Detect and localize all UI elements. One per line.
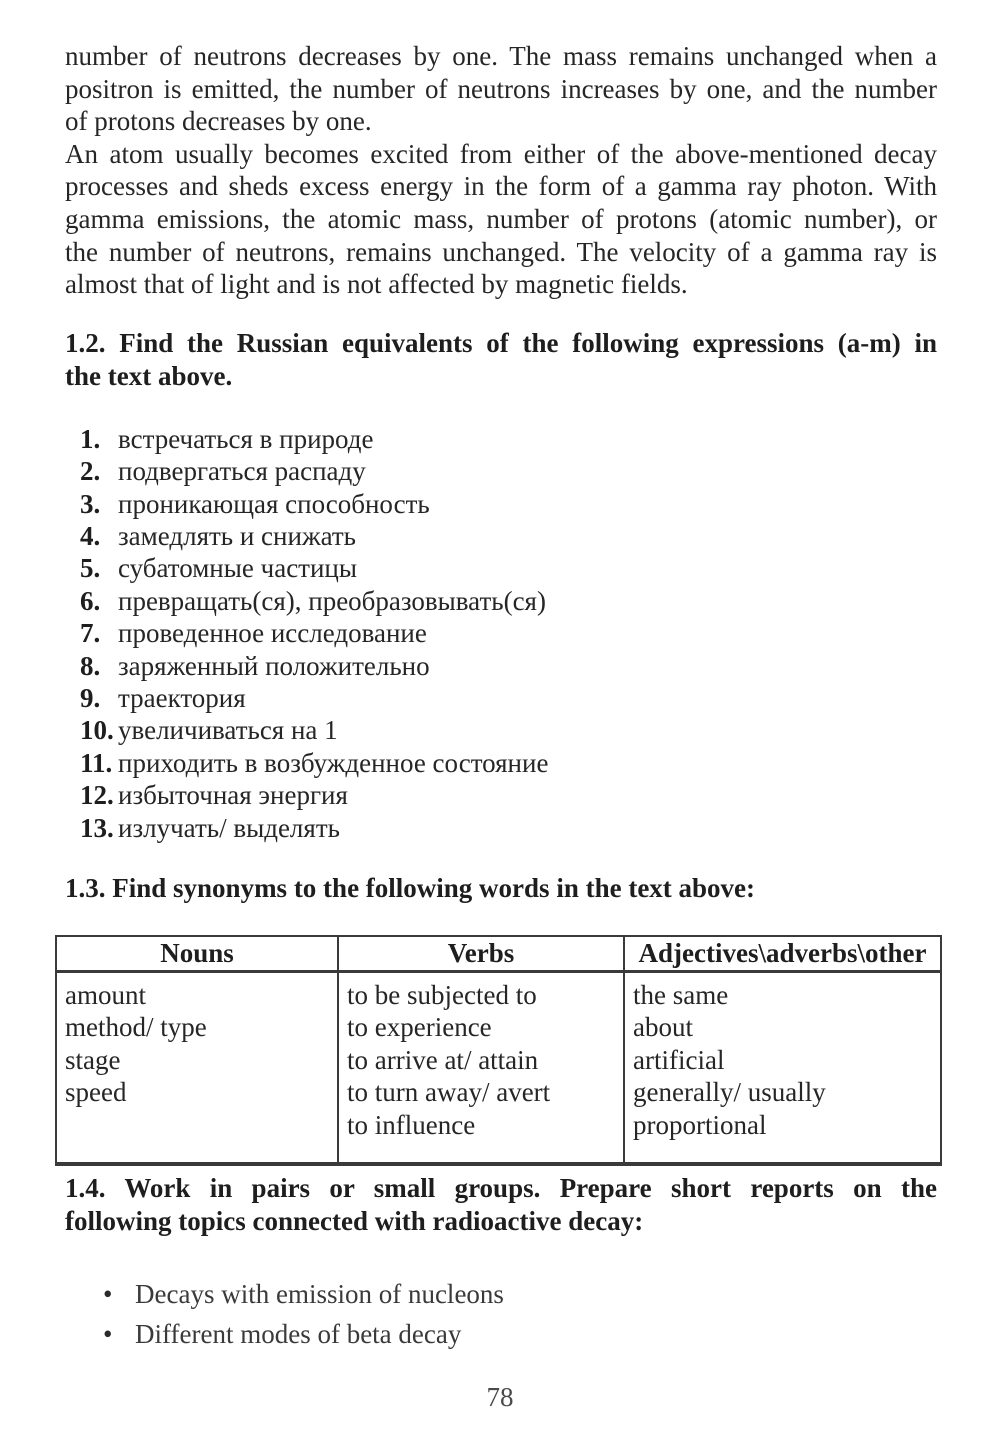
table-entry: amount bbox=[65, 979, 146, 1010]
vocab-item-number: 8. bbox=[80, 650, 101, 681]
table-header-nouns: Nouns bbox=[56, 936, 338, 971]
table-entry: to influence bbox=[347, 1109, 476, 1140]
vocab-item bbox=[80, 423, 937, 455]
section-1-3-heading bbox=[65, 872, 937, 905]
body-paragraph-2 bbox=[65, 138, 937, 301]
bullet-icon: • bbox=[103, 1279, 113, 1310]
vocab-item bbox=[80, 812, 937, 844]
vocab-item-number: 11. bbox=[80, 747, 113, 778]
text-line: processes and sheds excess energy in the form of a gamma ray photon. With bbox=[65, 171, 937, 202]
vocab-item bbox=[80, 520, 937, 552]
vocab-item-text: встречаться в природе bbox=[118, 423, 374, 454]
synonyms-table bbox=[55, 935, 942, 1166]
heading-line: following topics connected with radioactive decay: bbox=[65, 1206, 644, 1237]
table-header-verbs: Verbs bbox=[338, 936, 624, 971]
vocab-item bbox=[80, 714, 937, 746]
vocab-item bbox=[80, 682, 937, 714]
vocab-item-number: 12. bbox=[80, 780, 114, 811]
vocab-item-text: замедлять и снижать bbox=[118, 520, 356, 551]
table-entry: to experience bbox=[347, 1012, 492, 1043]
vocab-item-text: траектория bbox=[118, 683, 246, 713]
table-header-row bbox=[56, 936, 941, 971]
page-number: 78 bbox=[486, 1382, 514, 1412]
vocab-item-text: субатомные частицы bbox=[118, 553, 358, 584]
vocab-item-number: 1. bbox=[80, 423, 101, 454]
table-cell-nouns bbox=[56, 971, 338, 1164]
vocab-item bbox=[80, 455, 937, 487]
vocab-item-text: увеличиваться на 1 bbox=[118, 715, 338, 746]
topic-text: Decays with emission of nucleons bbox=[135, 1279, 504, 1310]
section-1-4-heading bbox=[65, 1172, 937, 1238]
text-line: An atom usually becomes excited from either of the above-mentioned decay bbox=[65, 138, 937, 169]
vocab-item-number: 7. bbox=[80, 618, 101, 649]
table-header-adjectives: Adjectives\adverbs\other bbox=[624, 936, 941, 971]
vocab-item-number: 3. bbox=[80, 488, 101, 519]
table-cell-adjectives bbox=[624, 971, 941, 1164]
table-entry: stage bbox=[65, 1044, 121, 1075]
vocab-item-number: 5. bbox=[80, 553, 101, 584]
vocab-item bbox=[80, 747, 937, 779]
heading-line: the text above. bbox=[65, 360, 233, 391]
heading-line: 1.4. Work in pairs or small groups. Prepare short reports on the bbox=[65, 1173, 937, 1204]
table-cell-verbs bbox=[338, 971, 624, 1164]
body-paragraph-1 bbox=[65, 40, 937, 138]
table-entry: about bbox=[633, 1012, 693, 1043]
vocab-item-text: превращать(ся), преобразовывать(ся) bbox=[118, 585, 546, 616]
vocab-item-number: 9. bbox=[80, 683, 101, 713]
text-line: positron is emitted, the number of neutrons increases by one, and the number bbox=[65, 73, 937, 104]
vocab-item bbox=[80, 617, 937, 649]
vocab-item-text: заряженный положительно bbox=[118, 650, 430, 681]
vocab-item-text: подвергаться распаду bbox=[118, 456, 366, 487]
heading-line: 1.2. Find the Russian equivalents of the following expressions (a-m) in bbox=[65, 327, 937, 358]
table-entry: to arrive at/ attain bbox=[347, 1044, 539, 1075]
table-entry: to turn away/ avert bbox=[347, 1077, 551, 1108]
page-content bbox=[65, 40, 937, 1354]
vocab-item bbox=[80, 779, 937, 811]
vocab-item bbox=[80, 650, 937, 682]
text-line: the number of neutrons, remains unchanged. The velocity of a gamma ray is bbox=[65, 236, 937, 267]
topic-text: Different modes of beta decay bbox=[135, 1319, 462, 1350]
bullet-icon: • bbox=[103, 1319, 113, 1350]
vocab-item-text: проникающая способность bbox=[118, 488, 430, 519]
vocab-item bbox=[80, 552, 937, 584]
vocab-list bbox=[65, 423, 937, 844]
text-line: almost that of light and is not affected by magnetic fields. bbox=[65, 269, 688, 300]
vocab-item-text: проведенное исследование bbox=[118, 618, 427, 649]
table-entry: method/ type bbox=[65, 1012, 207, 1043]
topic-item bbox=[103, 1274, 937, 1314]
vocab-item-number: 2. bbox=[80, 456, 101, 487]
vocab-item bbox=[80, 585, 937, 617]
table-entry: generally/ usually bbox=[633, 1077, 826, 1108]
topics-list bbox=[65, 1274, 937, 1354]
vocab-item-text: приходить в возбужденное состояние bbox=[118, 747, 549, 778]
section-1-2-heading bbox=[65, 327, 937, 393]
table-entry: proportional bbox=[633, 1109, 767, 1140]
vocab-item bbox=[80, 488, 937, 520]
table-entry: artificial bbox=[633, 1044, 725, 1075]
text-line: number of neutrons decreases by one. The mass remains unchanged when a bbox=[65, 41, 937, 71]
table-body-row bbox=[56, 971, 941, 1164]
table-entry: to be subjected to bbox=[347, 979, 537, 1010]
text-line: of protons decreases by one. bbox=[65, 106, 372, 137]
vocab-item-text: излучать/ выделять bbox=[118, 812, 340, 843]
vocab-item-number: 10. bbox=[80, 715, 114, 746]
table-entry: speed bbox=[65, 1077, 127, 1108]
vocab-item-number: 6. bbox=[80, 585, 101, 616]
heading-line: 1.3. Find synonyms to the following words in the text above: bbox=[65, 873, 756, 904]
table-entry: the same bbox=[633, 979, 729, 1010]
topic-item bbox=[103, 1314, 937, 1354]
vocab-item-number: 4. bbox=[80, 520, 101, 551]
vocab-item-number: 13. bbox=[80, 812, 114, 843]
vocab-item-text: избыточная энергия bbox=[118, 780, 348, 811]
text-line: gamma emissions, the atomic mass, number of protons (atomic number), or bbox=[65, 203, 937, 234]
